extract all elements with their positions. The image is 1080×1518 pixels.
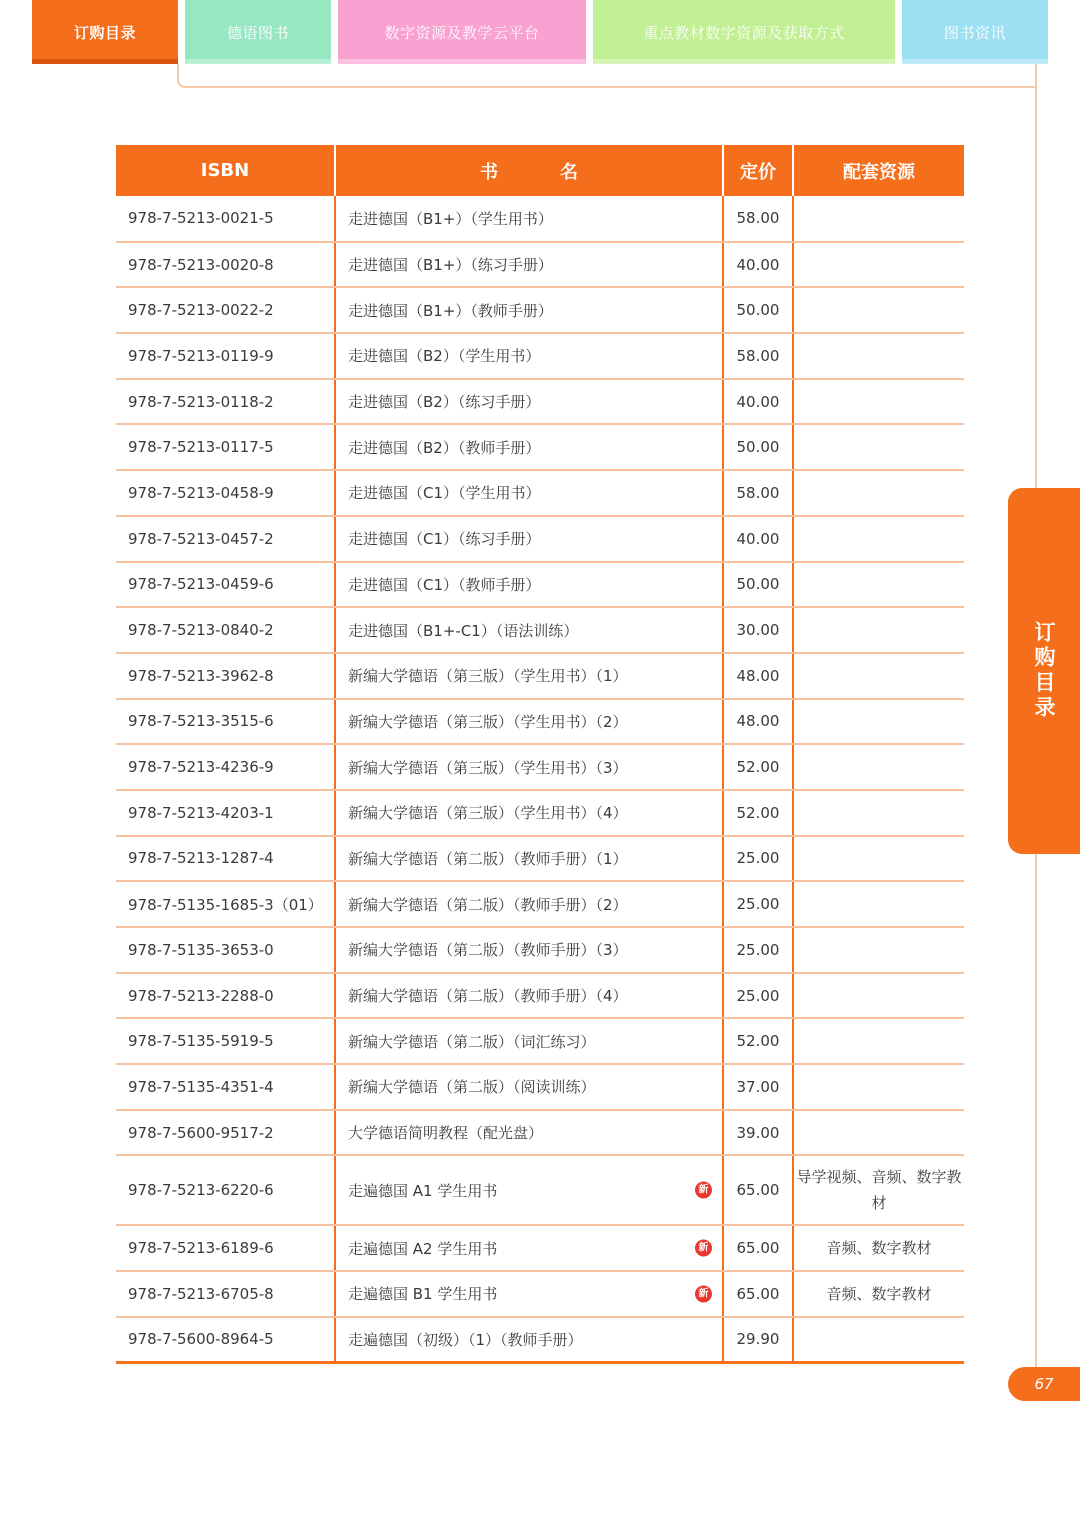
title-cell (335, 333, 723, 379)
isbn-cell-text: 978-7-5135-3653-0 (128, 940, 274, 959)
isbn-cell (116, 699, 335, 745)
price-cell (723, 744, 793, 790)
price-cell-text: 58.00 (736, 346, 780, 365)
isbn-cell-text: 978-7-5213-6705-8 (128, 1284, 274, 1303)
price-cell (723, 1271, 793, 1317)
price-cell (723, 287, 793, 333)
resources-cell (793, 744, 964, 790)
price-cell-text: 40.00 (736, 529, 780, 548)
title-cell-text: 走进德国（B1+）（教师手册） (348, 301, 553, 320)
resources-cell (793, 881, 964, 927)
resources-cell (793, 653, 964, 699)
price-cell-text: 58.00 (736, 483, 780, 502)
title-cell (335, 196, 723, 242)
price-cell (723, 607, 793, 653)
tab-digital-resources[interactable] (338, 0, 586, 64)
isbn-cell-text: 978-7-5135-1685-3（01） (128, 895, 323, 914)
table-row (116, 1155, 964, 1225)
title-cell-text: 走进德国（C1）（学生用书） (348, 484, 541, 503)
isbn-cell (116, 1064, 335, 1110)
price-cell-text: 48.00 (736, 666, 780, 685)
price-cell (723, 196, 793, 242)
header-resources: 配套资源 (793, 145, 964, 196)
table-row (116, 836, 964, 882)
title-cell (335, 424, 723, 470)
price-cell (723, 973, 793, 1019)
title-cell-text: 新编大学德语（第三版）（学生用书）（3） (348, 758, 628, 777)
price-cell-text: 65.00 (736, 1239, 780, 1258)
isbn-cell (116, 607, 335, 653)
resources-cell (793, 242, 964, 288)
table-row (116, 333, 964, 379)
isbn-cell-text: 978-7-5213-0457-2 (128, 529, 274, 548)
title-cell (335, 881, 723, 927)
table-row (116, 242, 964, 288)
isbn-cell-text: 978-7-5213-0119-9 (128, 346, 274, 365)
title-cell-text: 新编大学德语（第二版）（教师手册）（2） (348, 895, 628, 914)
title-cell-text: 新编大学德语（第三版）（学生用书）（4） (348, 804, 628, 823)
isbn-cell-text: 978-7-5213-3515-6 (128, 712, 274, 731)
table-row (116, 881, 964, 927)
title-cell-text: 走遍德国 B1 学生用书 (348, 1285, 498, 1304)
isbn-cell (116, 287, 335, 333)
title-cell (335, 790, 723, 836)
table-row (116, 562, 964, 608)
tab-label: 订购目录 (73, 23, 136, 42)
price-cell-text: 37.00 (736, 1077, 780, 1096)
title-cell-text: 新编大学德语（第三版）（学生用书）（1） (348, 667, 628, 686)
resources-cell (793, 1271, 964, 1317)
isbn-cell-text: 978-7-5600-9517-2 (128, 1123, 274, 1142)
title-cell (335, 242, 723, 288)
title-cell-text: 走进德国（B2）（学生用书） (348, 347, 541, 366)
isbn-cell-text: 978-7-5213-6220-6 (128, 1181, 274, 1200)
title-cell (335, 1225, 723, 1271)
price-cell-text: 65.00 (736, 1284, 780, 1303)
catalog-table (116, 145, 964, 1364)
table-row (116, 699, 964, 745)
title-cell (335, 1018, 723, 1064)
isbn-cell (116, 424, 335, 470)
isbn-cell-text: 978-7-5213-0020-8 (128, 255, 274, 274)
price-cell (723, 1064, 793, 1110)
price-cell (723, 470, 793, 516)
tab-key-textbook-resources[interactable] (593, 0, 895, 64)
price-cell (723, 927, 793, 973)
isbn-cell-text: 978-7-5213-0458-9 (128, 483, 274, 502)
isbn-cell (116, 242, 335, 288)
price-cell (723, 424, 793, 470)
isbn-cell (116, 379, 335, 425)
price-cell-text: 65.00 (736, 1181, 780, 1200)
price-cell (723, 790, 793, 836)
price-cell (723, 1155, 793, 1225)
price-cell-text: 50.00 (736, 301, 780, 320)
table-row (116, 973, 964, 1019)
new-badge-icon: 新 (695, 1240, 712, 1257)
isbn-cell-text: 978-7-5213-1287-4 (128, 849, 274, 868)
table-row (116, 744, 964, 790)
price-cell-text: 25.00 (736, 849, 780, 868)
table-row (116, 516, 964, 562)
header-isbn: ISBN (116, 145, 335, 196)
title-cell-text: 走遍德国 A1 学生用书 (348, 1181, 498, 1200)
tab-label: 数字资源及教学云平台 (384, 23, 540, 42)
title-cell-text: 新编大学德语（第三版）（学生用书）（2） (348, 712, 628, 731)
isbn-cell (116, 744, 335, 790)
tab-label: 德语图书 (226, 23, 289, 42)
price-cell-text: 52.00 (736, 1032, 780, 1051)
resources-cell-text: 音频、数字教材 (826, 1239, 932, 1258)
top-tab-bar (0, 0, 1080, 66)
resources-cell (793, 196, 964, 242)
title-cell (335, 1110, 723, 1156)
resources-cell (793, 562, 964, 608)
title-cell-text: 新编大学德语（第二版）（阅读训练） (348, 1078, 596, 1097)
isbn-cell (116, 333, 335, 379)
isbn-cell-text: 978-7-5213-0021-5 (128, 209, 274, 228)
title-cell (335, 1155, 723, 1225)
table-row (116, 424, 964, 470)
table-row (116, 1225, 964, 1271)
title-cell-text: 走进德国（B2）（练习手册） (348, 393, 541, 412)
table-row (116, 287, 964, 333)
isbn-cell-text: 978-7-5213-0118-2 (128, 392, 274, 411)
table-row (116, 379, 964, 425)
table-row (116, 196, 964, 242)
resources-cell (793, 379, 964, 425)
title-cell-text: 新编大学德语（第二版）（词汇练习） (348, 1032, 596, 1051)
price-cell (723, 562, 793, 608)
table-row (116, 1317, 964, 1363)
tab-label: 重点教材数字资源及获取方式 (643, 23, 845, 42)
title-cell-text: 走进德国（B1+）（练习手册） (348, 256, 553, 275)
table-row (116, 1110, 964, 1156)
tab-book-news[interactable] (902, 0, 1048, 64)
price-cell (723, 1110, 793, 1156)
title-cell (335, 562, 723, 608)
resources-cell-text: 导学视频、音频、数字教材 (796, 1168, 962, 1213)
title-cell-text: 走进德国（C1）（练习手册） (348, 530, 541, 549)
price-cell-text: 30.00 (736, 621, 780, 640)
price-cell (723, 242, 793, 288)
title-cell (335, 470, 723, 516)
title-cell (335, 973, 723, 1019)
isbn-cell-text: 978-7-5213-3962-8 (128, 666, 274, 685)
new-badge-icon: 新 (695, 1182, 712, 1199)
resources-cell (793, 1064, 964, 1110)
title-cell-text: 走进德国（B1+）（学生用书） (348, 209, 553, 228)
table-header-row (116, 145, 964, 196)
page-number: 67 (1008, 1367, 1080, 1401)
price-cell (723, 1317, 793, 1363)
price-cell-text: 25.00 (736, 986, 780, 1005)
side-section-tab[interactable] (1008, 488, 1080, 854)
resources-cell (793, 699, 964, 745)
title-cell-text: 走进德国（B2）（教师手册） (348, 438, 541, 457)
resources-cell (793, 1225, 964, 1271)
price-cell-text: 25.00 (736, 940, 780, 959)
price-cell-text: 52.00 (736, 758, 780, 777)
isbn-cell (116, 1317, 335, 1363)
isbn-cell (116, 516, 335, 562)
tab-label: 图书资讯 (943, 23, 1006, 42)
price-cell-text: 40.00 (736, 392, 780, 411)
resources-cell (793, 836, 964, 882)
resources-cell (793, 607, 964, 653)
title-cell-text: 新编大学德语（第二版）（教师手册）（3） (348, 941, 628, 960)
side-section-label: 订购目录 (1032, 621, 1056, 721)
isbn-cell (116, 836, 335, 882)
title-cell (335, 836, 723, 882)
new-badge-icon: 新 (695, 1285, 712, 1302)
resources-cell-text: 音频、数字教材 (826, 1284, 932, 1303)
isbn-cell (116, 196, 335, 242)
page-frame-top (177, 64, 1037, 88)
header-price: 定价 (723, 145, 793, 196)
title-cell (335, 1271, 723, 1317)
price-cell-text: 58.00 (736, 209, 780, 228)
price-cell (723, 881, 793, 927)
table-row (116, 1018, 964, 1064)
resources-cell (793, 927, 964, 973)
table-row (116, 653, 964, 699)
table-row (116, 790, 964, 836)
price-cell (723, 1225, 793, 1271)
table-row (116, 607, 964, 653)
title-cell (335, 516, 723, 562)
title-cell (335, 607, 723, 653)
title-cell (335, 1317, 723, 1363)
isbn-cell (116, 927, 335, 973)
price-cell (723, 379, 793, 425)
title-cell-text: 大学德语简明教程（配光盘） (348, 1124, 544, 1143)
price-cell-text: 52.00 (736, 803, 780, 822)
price-cell-text: 25.00 (736, 895, 780, 914)
isbn-cell (116, 1155, 335, 1225)
isbn-cell (116, 653, 335, 699)
price-cell (723, 333, 793, 379)
resources-cell (793, 973, 964, 1019)
isbn-cell (116, 562, 335, 608)
table-row (116, 470, 964, 516)
resources-cell (793, 1317, 964, 1363)
price-cell (723, 836, 793, 882)
price-cell-text: 50.00 (736, 575, 780, 594)
isbn-cell (116, 881, 335, 927)
isbn-cell-text: 978-7-5213-0459-6 (128, 575, 274, 594)
isbn-cell (116, 470, 335, 516)
isbn-cell (116, 1225, 335, 1271)
price-cell-text: 48.00 (736, 712, 780, 731)
table-row (116, 1064, 964, 1110)
isbn-cell (116, 1110, 335, 1156)
title-cell (335, 744, 723, 790)
price-cell (723, 699, 793, 745)
title-cell (335, 1064, 723, 1110)
isbn-cell (116, 1018, 335, 1064)
price-cell-text: 39.00 (736, 1123, 780, 1142)
title-cell-text: 新编大学德语（第二版）（教师手册）（1） (348, 849, 628, 868)
price-cell (723, 1018, 793, 1064)
tab-german-books[interactable] (185, 0, 331, 64)
table-body (116, 196, 964, 1363)
isbn-cell-text: 978-7-5213-0022-2 (128, 301, 274, 320)
price-cell-text: 29.90 (736, 1330, 780, 1349)
isbn-cell-text: 978-7-5213-4236-9 (128, 758, 274, 777)
resources-cell (793, 470, 964, 516)
isbn-cell-text: 978-7-5213-2288-0 (128, 986, 274, 1005)
price-cell-text: 40.00 (736, 255, 780, 274)
isbn-cell-text: 978-7-5213-4203-1 (128, 803, 274, 822)
title-cell (335, 653, 723, 699)
isbn-cell (116, 1271, 335, 1317)
tab-order-catalog[interactable] (32, 0, 178, 64)
price-cell-text: 50.00 (736, 438, 780, 457)
resources-cell (793, 1155, 964, 1225)
title-cell (335, 287, 723, 333)
price-cell (723, 516, 793, 562)
resources-cell (793, 1110, 964, 1156)
price-cell (723, 653, 793, 699)
resources-cell (793, 287, 964, 333)
header-title: 书 名 (335, 145, 723, 196)
title-cell-text: 走进德国（C1）（教师手册） (348, 575, 541, 594)
isbn-cell (116, 790, 335, 836)
isbn-cell-text: 978-7-5600-8964-5 (128, 1330, 274, 1349)
title-cell (335, 699, 723, 745)
isbn-cell-text: 978-7-5135-5919-5 (128, 1032, 274, 1051)
resources-cell (793, 516, 964, 562)
title-cell (335, 379, 723, 425)
title-cell-text: 新编大学德语（第二版）（教师手册）（4） (348, 987, 628, 1006)
resources-cell (793, 424, 964, 470)
table-row (116, 1271, 964, 1317)
resources-cell (793, 790, 964, 836)
title-cell (335, 927, 723, 973)
isbn-cell-text: 978-7-5213-0117-5 (128, 438, 274, 457)
resources-cell (793, 333, 964, 379)
isbn-cell-text: 978-7-5213-6189-6 (128, 1239, 274, 1258)
title-cell-text: 走遍德国 A2 学生用书 (348, 1239, 498, 1258)
table-row (116, 927, 964, 973)
resources-cell (793, 1018, 964, 1064)
title-cell-text: 走进德国（B1+-C1）（语法训练） (348, 621, 579, 640)
title-cell-text: 走遍德国（初级）（1）（教师手册） (348, 1330, 583, 1349)
isbn-cell (116, 973, 335, 1019)
isbn-cell-text: 978-7-5135-4351-4 (128, 1077, 274, 1096)
isbn-cell-text: 978-7-5213-0840-2 (128, 621, 274, 640)
